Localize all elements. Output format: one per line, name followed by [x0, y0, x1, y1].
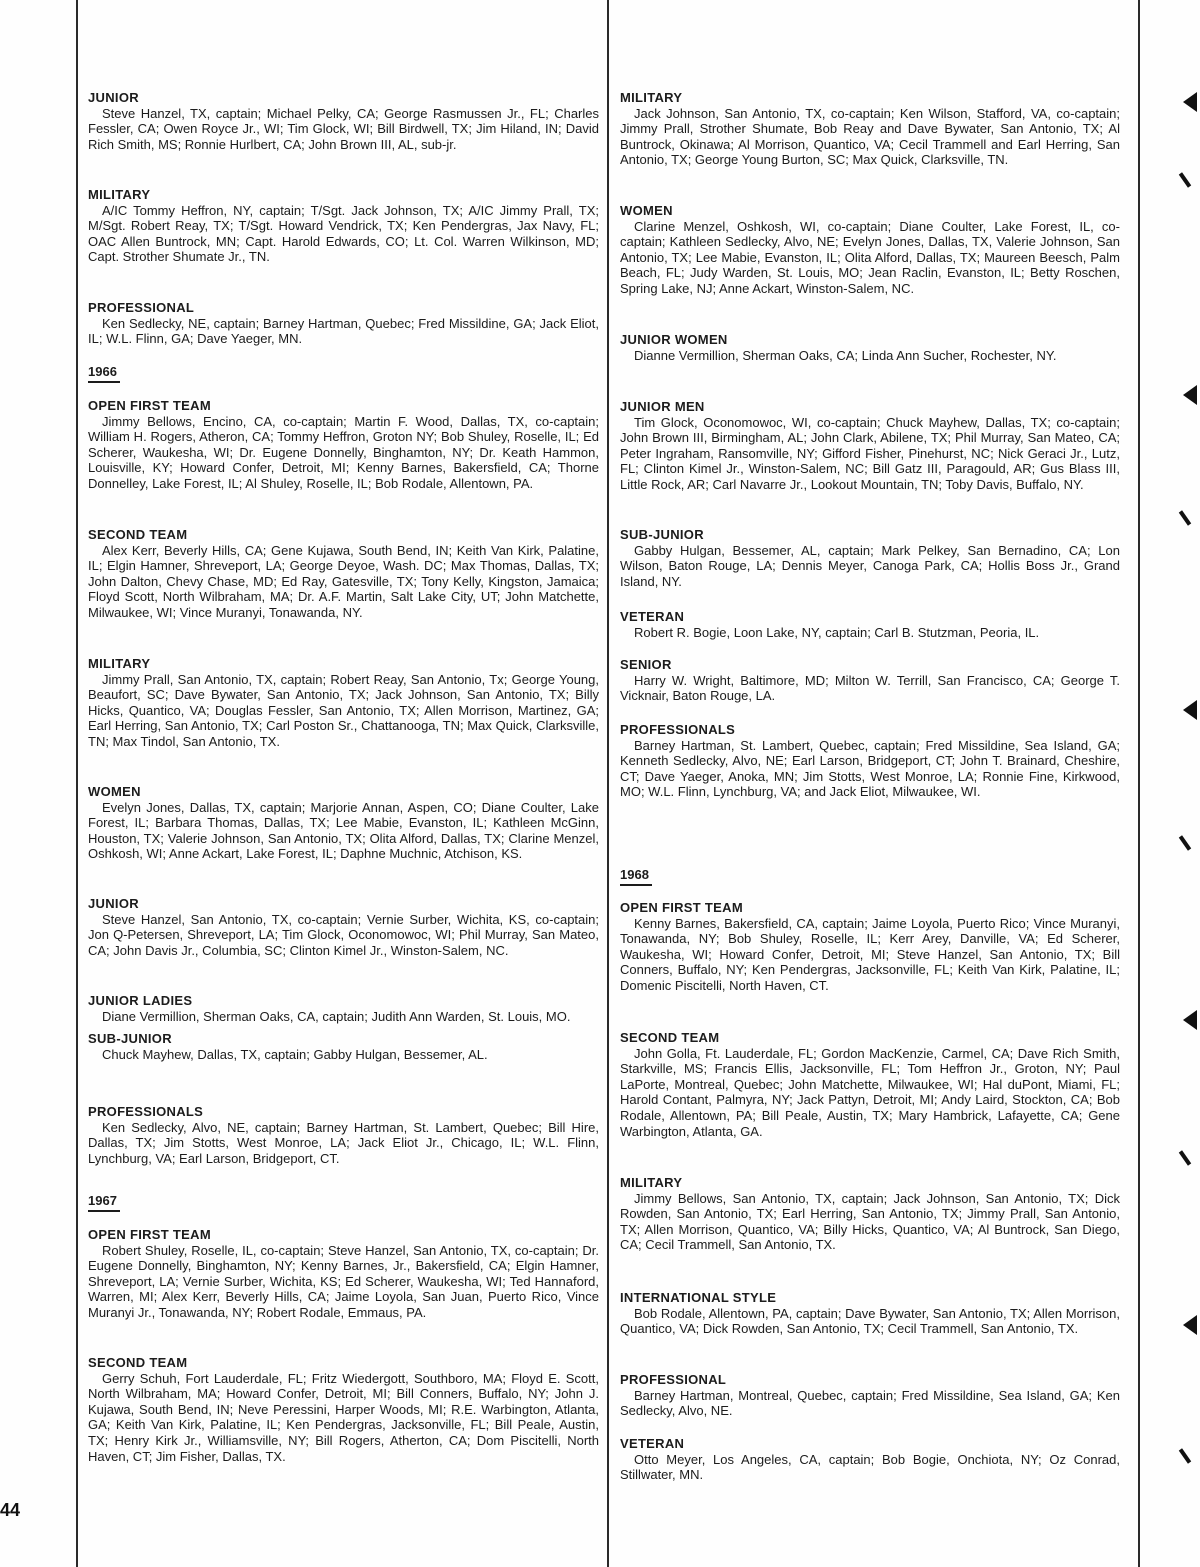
section-heading: MILITARY: [620, 90, 683, 105]
roster-section: [620, 90, 1120, 168]
edge-mark: [1179, 1448, 1191, 1463]
roster-section: [88, 527, 599, 621]
section-heading: WOMEN: [620, 203, 673, 218]
section-heading: MILITARY: [88, 187, 151, 202]
section-heading: JUNIOR WOMEN: [620, 332, 728, 347]
section-heading: PROFESSIONALS: [620, 722, 736, 737]
section-text: Gabby Hulgan, Bessemer, AL, captain; Mark Pelkey, San Bernadino, CA; Lon Wilson, Baton Rouge, LA; Dennis Meyer, Canoga Park, CA; Hollis Boss Jr., Grand Island, NY.: [620, 542, 1120, 589]
edge-mark: [1179, 172, 1191, 187]
section-text: Kenny Barnes, Bakersfield, CA, captain; Jaime Loyola, Puerto Rico; Vince Muranyi, Tonawanda, NY; Bob Shuley, Roselle, IL; Kerr Arey, Danville, VA; Ed Scherer, Waukesha, WI; Howard Confer, Detroit, MI; Steve Hanzel, San Antonio, TX; Bill Conners, Buffalo, NY; Ken Pendergras, Jacksonville, FL; Keith Van Kirk, Palatine, IL; Domenic Piscitelli, North Haven, CT.: [620, 915, 1120, 993]
right-margin-rule: [1138, 0, 1140, 1567]
roster-section: [88, 187, 599, 265]
roster-section: [620, 900, 1120, 994]
section-heading: PROFESSIONALS: [88, 1104, 204, 1119]
page-number: 44: [0, 1500, 21, 1520]
section-heading: PROFESSIONAL: [620, 1372, 727, 1387]
section-text: Jimmy Bellows, Encino, CA, co-captain; Martin F. Wood, Dallas, TX, co-captain; William H. Rogers, Atheron, CA; Tommy Heffron, Groton NY; Bob Shuley, Roselle, IL; Ed Scherer, Waukesha, WI; Dr. Eugene Donnelly, Binghamton, NY; Dr. Keath Hammon, Louisville, KY; Howard Confer, Detroit, MI; Kenny Barnes, Bakersfield, CA; Thorne Donnelley, Lake Forest, IL; Al Shuley, Roselle, IL; Bob Rodale, Allentown, PA.: [88, 413, 599, 491]
left-margin-rule: [76, 0, 78, 1567]
edge-mark: [1183, 1315, 1197, 1335]
section-text: A/IC Tommy Heffron, NY, captain; T/Sgt. Jack Johnson, TX; A/IC Jimmy Prall, TX; M/Sgt. Robert Reay, TX; T/Sgt. Howard Vendrick, TX; Ken Pendergras, Jax Navy, FL; OAC Allen Buntrock, MN; Capt. Harold Edwards, CO; Lt. Col. Warren Wilkinson, MD; Capt. Strother Shumate Jr., TN.: [88, 202, 599, 265]
roster-section: [620, 332, 1120, 363]
section-text: Steve Hanzel, San Antonio, TX, co-captain; Vernie Surber, Wichita, KS, co-captain; Jon Q-Petersen, Shreveport, LA; Tim Glock, Oconomowoc, WI; Phil Murray, San Mateo, CA; John Davis Jr., Columbia, SC; Clinton Kimel Jr., Winston-Salem, NC.: [88, 911, 599, 958]
section-heading: PROFESSIONAL: [88, 300, 195, 315]
section-text: John Golla, Ft. Lauderdale, FL; Gordon MacKenzie, Carmel, CA; Dave Rich Smith, Starkville, MS; Francis Ellis, Jacksonville, FL; Tom Heffron Jr., Groton, NY; Paul LaPorte, Montreal, Quebec; John Matchette, Milwaukee, WI; Hal duPont, Miami, FL; Harold Contant, Palmyra, NY; Jack Pattyn, Detroit, MI; Andy Laird, Stockton, CA; Bob Rodale, Allentown, PA; Bill Peale, Austin, TX; Mary Hambrick, Lafayette, CA; Gene Warbington, Atlanta, GA.: [620, 1045, 1120, 1139]
roster-section: [88, 656, 599, 750]
section-text: Tim Glock, Oconomowoc, WI, co-captain; Chuck Mayhew, Dallas, TX; co-captain; John Brown III, Birmingham, AL; John Clark, Abilene, TX; Phil Murray, San Mateo, CA; Peter Ingraham, Ransomville, NY; Gifford Fisher, Pinehurst, NC; Nick Geraci Jr., Lutz, FL; Clinton Kimel Jr., Winston-Salem, NC; Bill Gatz III, Paragould, AR; Gus Blass III, Little Rock, AR; Carl Navarre Jr., Lookout Mountain, TN; Toby Davis, Buffalo, NY.: [620, 414, 1120, 492]
section-heading: WOMEN: [88, 784, 141, 799]
section-text: Harry W. Wright, Baltimore, MD; Milton W. Terrill, San Francisco, CA; George T. Vicknair, Baton Rouge, LA.: [620, 672, 1120, 704]
year-heading: 1967: [88, 1193, 120, 1212]
section-heading: VETERAN: [620, 1436, 685, 1451]
section-heading: SECOND TEAM: [88, 527, 188, 542]
roster-section: [88, 90, 599, 152]
roster-section: [88, 398, 599, 492]
section-heading: VETERAN: [620, 609, 685, 624]
section-text: Dianne Vermillion, Sherman Oaks, CA; Linda Ann Sucher, Rochester, NY.: [634, 347, 1057, 363]
section-heading: OPEN FIRST TEAM: [620, 900, 743, 915]
roster-section: [620, 609, 1120, 640]
section-text: Barney Hartman, St. Lambert, Quebec, captain; Fred Missildine, Sea Island, GA; Kenneth Sedlecky, Alvo, NE; Earl Larson, Bridgeport, CT; John T. Brainard, Cheshire, CT; Dave Yaeger, Anoka, MN; Jim Stotts, West Monroe, LA; Ronnie Fine, Kirkwood, MO; W.L. Flinn, Lynchburg, VA; and Jack Eliot, Milwaukee, WI.: [620, 737, 1120, 800]
roster-section: [88, 993, 599, 1024]
section-heading: SENIOR: [620, 657, 672, 672]
roster-section: [620, 527, 1120, 589]
roster-section: [620, 399, 1120, 493]
roster-section: [88, 896, 599, 958]
roster-section: [88, 1031, 599, 1062]
section-heading: SECOND TEAM: [88, 1355, 188, 1370]
roster-section: [88, 1104, 599, 1166]
edge-mark: [1183, 700, 1197, 720]
section-text: Chuck Mayhew, Dallas, TX, captain; Gabby Hulgan, Bessemer, AL.: [102, 1046, 488, 1062]
section-text: Jimmy Bellows, San Antonio, TX, captain; Jack Johnson, San Antonio, TX; Dick Rowden, San Antonio, TX; Earl Herring, San Antonio, TX; Jimmy Prall, San Antonio, TX; Allen Morrison, Quantico, VA; Billy Hicks, Quantico, VA; Al Buntrock, San Diego, CA; Cecil Trammell, San Antonio, TX.: [620, 1190, 1120, 1253]
edge-mark: [1179, 1150, 1191, 1165]
year-heading: 1968: [620, 867, 652, 886]
section-heading: JUNIOR: [88, 90, 139, 105]
section-heading: JUNIOR LADIES: [88, 993, 193, 1008]
section-text: Bob Rodale, Allentown, PA, captain; Dave Bywater, San Antonio, TX; Allen Morrison, Quantico, VA; Dick Rowden, San Antonio, TX; Cecil Trammell, San Antonio, TX.: [620, 1305, 1120, 1337]
roster-section: [620, 1436, 1120, 1483]
section-heading: JUNIOR MEN: [620, 399, 705, 414]
roster-section: [620, 722, 1120, 800]
section-heading: SUB-JUNIOR: [88, 1031, 172, 1046]
section-text: Barney Hartman, Montreal, Quebec, captain; Fred Missildine, Sea Island, GA; Ken Sedlecky, Alvo, NE.: [620, 1387, 1120, 1419]
edge-mark: [1183, 92, 1197, 112]
roster-section: [88, 1227, 599, 1321]
section-text: Ken Sedlecky, Alvo, NE, captain; Barney Hartman, St. Lambert, Quebec; Bill Hire, Dallas, TX; Jim Stotts, West Monroe, LA; Jack Eliot Jr., Chicago, IL; W.L. Flinn, Lynchburg, VA; Earl Larson, Bridgeport, CT.: [88, 1119, 599, 1166]
section-heading: MILITARY: [620, 1175, 683, 1190]
section-text: Clarine Menzel, Oshkosh, WI, co-captain; Diane Coulter, Lake Forest, IL, co-captain; Kathleen Sedlecky, Alvo, NE; Evelyn Jones, Dallas, TX, Valerie Johnson, San Antonio, TX; Lee Mabie, Evanston, IL; Olita Alford, Dallas, TX; Maureen Beesch, Palm Beach, FL; Judy Warden, St. Louis, MO; Jean Raclin, Evanston, IL; Betty Roschen, Spring Lake, NJ; Anne Ackart, Winston-Salem, NC.: [620, 218, 1120, 296]
edge-mark: [1183, 385, 1197, 405]
roster-section: [88, 300, 599, 347]
section-text: Alex Kerr, Beverly Hills, CA; Gene Kujawa, South Bend, IN; Keith Van Kirk, Palatine, IL; Elgin Hamner, Shreveport, LA; George Deyoe, Wash. DC; Max Thomas, Dallas, TX; John Dalton, Chevy Chase, MD; Ed Ray, Gatesville, TX; Tony Kelly, Kingston, Jamaica; Floyd Scott, North Wilbraham, MA; Dr. A.F. Martin, Salt Lake City, UT; John Matchette, Milwaukee, WI; Vince Muranyi, Tonawanda, NY.: [88, 542, 599, 620]
roster-section: [620, 1030, 1120, 1139]
section-text: Jimmy Prall, San Antonio, TX, captain; Robert Reay, San Antonio, Tx; George Young, Beaufort, SC; Dave Bywater, San Antonio, TX; Jack Johnson, San Antonio, TX; Billy Hicks, Quantico, VA; Douglas Fessler, San Antonio, TX; Allen Morrison, Martinez, GA; Earl Herring, San Antonio, TX; Carl Poston Sr., Chattanooga, TN; Max Quick, Clarksville, TN; Max Tindol, San Antonio, TX.: [88, 671, 599, 749]
roster-section: [620, 1175, 1120, 1253]
section-heading: OPEN FIRST TEAM: [88, 1227, 211, 1242]
section-text: Gerry Schuh, Fort Lauderdale, FL; Fritz Wiedergott, Southboro, MA; Floyd E. Scott, North Wilbraham, MA; Howard Confer, Detroit, MI; Bill Conners, Buffalo, NY; John J. Kujawa, South Bend, IN; Neve Peressini, Harper Woods, MI; R.E. Warbington, Atlanta, GA; Keith Van Kirk, Palatine, IL; Ken Pendergras, Jacksonville, FL; Bill Peale, Austin, TX; Henry Kirk Jr., Williamsville, NY; Bill Rogers, Atherton, CA; Dom Piscitelli, North Haven, CT; Jim Fisher, Dallas, TX.: [88, 1370, 599, 1464]
roster-section: [620, 1290, 1120, 1337]
section-heading: JUNIOR: [88, 896, 139, 911]
section-text: Robert R. Bogie, Loon Lake, NY, captain; Carl B. Stutzman, Peoria, IL.: [634, 624, 1040, 640]
roster-section: [620, 203, 1120, 297]
section-heading: MILITARY: [88, 656, 151, 671]
section-text: Diane Vermillion, Sherman Oaks, CA, captain; Judith Ann Warden, St. Louis, MO.: [102, 1008, 571, 1024]
year-heading: 1966: [88, 364, 120, 383]
section-heading: SECOND TEAM: [620, 1030, 720, 1045]
section-heading: OPEN FIRST TEAM: [88, 398, 211, 413]
section-heading: SUB-JUNIOR: [620, 527, 704, 542]
roster-section: [88, 1355, 599, 1464]
roster-section: [620, 657, 1120, 704]
section-text: Ken Sedlecky, NE, captain; Barney Hartman, Quebec; Fred Missildine, GA; Jack Eliot, IL; W.L. Flinn, GA; Dave Yaeger, MN.: [88, 315, 599, 347]
roster-section: [620, 1372, 1120, 1419]
section-text: Otto Meyer, Los Angeles, CA, captain; Bob Bogie, Onchiota, NY; Oz Conrad, Stillwater, MN.: [620, 1451, 1120, 1483]
roster-section: [88, 784, 599, 862]
section-text: Robert Shuley, Roselle, IL, co-captain; Steve Hanzel, San Antonio, TX, co-captain; Dr. Eugene Donnelly, Binghamton, NY; Kenny Barnes, Jr., Bakersfield, CA; Elgin Hamner, Shreveport, LA; Vernie Surber, Wichita, KS; Ed Scherer, Waukesha, WI; Ted Hannaford, Warren, MI; Alex Kerr, Beverly Hills, CA; Jaime Loyola, San Juan, Puerto Rico, Vince Muranyi Jr., Tonawanda, NY; Robert Rodale, Emmaus, PA.: [88, 1242, 599, 1320]
section-text: Evelyn Jones, Dallas, TX, captain; Marjorie Annan, Aspen, CO; Diane Coulter, Lake Forest, IL; Barbara Thomas, Dallas, TX; Lee Mabie, Evanston, IL; Kathleen McGinn, Houston, TX; Valerie Johnson, San Antonio, TX; Olita Alford, Dallas, TX; Clarine Menzel, Oshkosh, WI; Anne Ackart, Lake Forest, IL; Daphne Muchnic, Atchison, KS.: [88, 799, 599, 862]
edge-mark: [1183, 1010, 1197, 1030]
section-text: Steve Hanzel, TX, captain; Michael Pelky, CA; George Rasmussen Jr., FL; Charles Fessler, CA; Owen Royce Jr., WI; Tim Glock, WI; Bill Birdwell, TX; Jim Hiland, IN; David Rich Smith, MS; Ronnie Hurlbert, CA; John Brown III, AL, sub-jr.: [88, 105, 599, 152]
section-heading: INTERNATIONAL STYLE: [620, 1290, 777, 1305]
column-divider-rule: [607, 0, 609, 1567]
edge-mark: [1179, 835, 1191, 850]
edge-mark: [1179, 510, 1191, 525]
section-text: Jack Johnson, San Antonio, TX, co-captain; Ken Wilson, Stafford, VA, co-captain; Jimmy Prall, Strother Shumate, Bob Reay and Dave Bywater, San Antonio, TX; Al Buntrock, Okinawa; Al Morrison, Quantico, VA; Cecil Trammell and Earl Herring, San Antonio, TX; George Young Burton, SC; Max Quick, Clarksville, TN.: [620, 105, 1120, 168]
